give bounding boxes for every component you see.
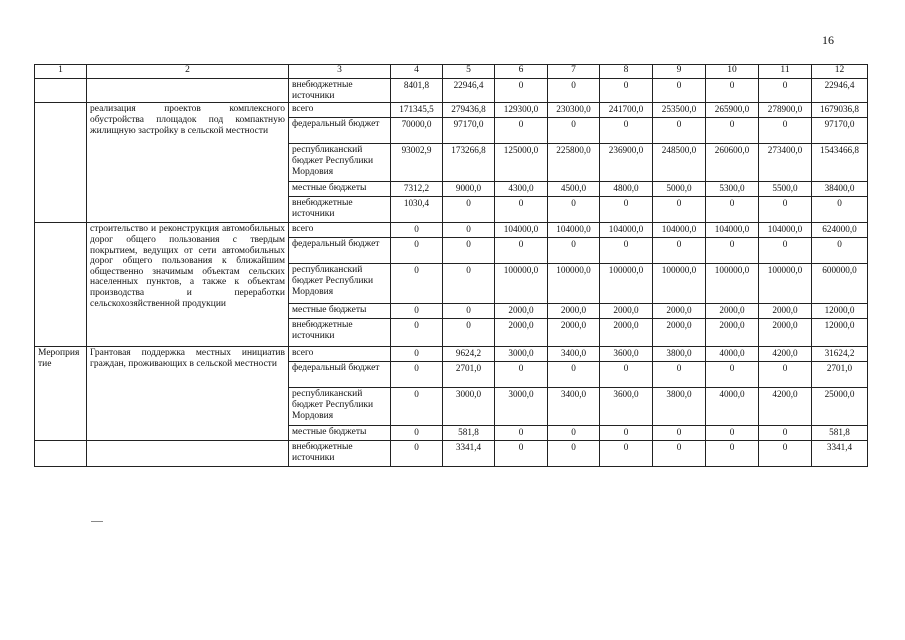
value-cell: 0 [706, 426, 759, 441]
value-cell: 0 [706, 362, 759, 388]
row-type-cell [35, 103, 87, 223]
funding-source: федеральный бюджет [289, 238, 391, 264]
value-cell: 230300,0 [548, 103, 600, 118]
value-cell: 0 [759, 197, 812, 223]
value-cell: 624000,0 [812, 223, 868, 238]
page-number: 16 [822, 33, 834, 47]
value-cell: 0 [391, 441, 443, 467]
value-cell: 97170,0 [812, 118, 868, 144]
value-cell: 0 [443, 197, 495, 223]
value-cell: 0 [653, 426, 706, 441]
header-cell: 10 [706, 65, 759, 79]
value-cell: 0 [391, 347, 443, 362]
value-cell: 4200,0 [759, 388, 812, 426]
value-cell: 0 [759, 118, 812, 144]
value-cell: 0 [391, 426, 443, 441]
table-row [35, 441, 868, 467]
value-cell: 0 [653, 441, 706, 467]
value-cell: 581,8 [443, 426, 495, 441]
value-cell: 2000,0 [653, 319, 706, 347]
value-cell: 0 [495, 426, 548, 441]
value-cell: 0 [391, 362, 443, 388]
column-number-row [35, 65, 868, 79]
funding-source: федеральный бюджет [289, 362, 391, 388]
value-cell: 265900,0 [706, 103, 759, 118]
funding-source: республиканский бюджет Республики Мордовия [289, 144, 391, 182]
value-cell: 25000,0 [812, 388, 868, 426]
value-cell: 1030,4 [391, 197, 443, 223]
value-cell: 0 [391, 223, 443, 238]
value-cell: 3800,0 [653, 347, 706, 362]
value-cell: 0 [653, 118, 706, 144]
funding-source: республиканский бюджет Республики Мордовия [289, 264, 391, 304]
value-cell: 273400,0 [759, 144, 812, 182]
value-cell: 2000,0 [759, 319, 812, 347]
value-cell: 1543466,8 [812, 144, 868, 182]
value-cell: 0 [495, 238, 548, 264]
value-cell: 2000,0 [706, 319, 759, 347]
header-cell: 8 [600, 65, 653, 79]
value-cell: 104000,0 [600, 223, 653, 238]
value-cell: 0 [443, 304, 495, 319]
value-cell: 3341,4 [812, 441, 868, 467]
table-row [35, 347, 868, 362]
value-cell: 0 [443, 223, 495, 238]
value-cell: 3600,0 [600, 347, 653, 362]
header-cell: 6 [495, 65, 548, 79]
value-cell: 2000,0 [548, 319, 600, 347]
value-cell: 3000,0 [443, 388, 495, 426]
header-cell: 1 [35, 65, 87, 79]
header-cell: 2 [87, 65, 289, 79]
value-cell: 100000,0 [600, 264, 653, 304]
row-type-cell [35, 79, 87, 103]
measure-description: Грантовая поддержка местных инициатив граждан, проживающих в сельской местности [87, 347, 289, 441]
value-cell: 12000,0 [812, 304, 868, 319]
funding-source: местные бюджеты [289, 304, 391, 319]
value-cell: 0 [391, 319, 443, 347]
value-cell: 0 [600, 426, 653, 441]
value-cell: 5000,0 [653, 182, 706, 197]
value-cell: 22946,4 [812, 79, 868, 103]
value-cell: 0 [706, 197, 759, 223]
value-cell: 0 [495, 362, 548, 388]
value-cell: 70000,0 [391, 118, 443, 144]
value-cell: 0 [706, 118, 759, 144]
header-cell: 12 [812, 65, 868, 79]
value-cell: 104000,0 [706, 223, 759, 238]
value-cell: 0 [548, 362, 600, 388]
value-cell: 0 [548, 118, 600, 144]
value-cell: 0 [653, 79, 706, 103]
value-cell: 0 [759, 426, 812, 441]
value-cell: 225800,0 [548, 144, 600, 182]
value-cell: 0 [495, 118, 548, 144]
value-cell: 0 [391, 388, 443, 426]
value-cell: 173266,8 [443, 144, 495, 182]
value-cell: 100000,0 [548, 264, 600, 304]
measure-description [87, 79, 289, 103]
value-cell: 3400,0 [548, 388, 600, 426]
value-cell: 2701,0 [812, 362, 868, 388]
value-cell: 3000,0 [495, 388, 548, 426]
value-cell: 2000,0 [653, 304, 706, 319]
header-cell: 9 [653, 65, 706, 79]
header-cell: 3 [289, 65, 391, 79]
value-cell: 3000,0 [495, 347, 548, 362]
header-cell: 4 [391, 65, 443, 79]
value-cell: 0 [706, 79, 759, 103]
value-cell: 600000,0 [812, 264, 868, 304]
value-cell: 129300,0 [495, 103, 548, 118]
value-cell: 0 [653, 238, 706, 264]
value-cell: 2000,0 [600, 319, 653, 347]
value-cell: 0 [600, 441, 653, 467]
value-cell: 0 [600, 79, 653, 103]
funding-source: местные бюджеты [289, 426, 391, 441]
value-cell: 100000,0 [706, 264, 759, 304]
funding-source: внебюджетные источники [289, 319, 391, 347]
value-cell: 253500,0 [653, 103, 706, 118]
value-cell: 3800,0 [653, 388, 706, 426]
value-cell: 12000,0 [812, 319, 868, 347]
value-cell: 0 [759, 362, 812, 388]
value-cell: 97170,0 [443, 118, 495, 144]
value-cell: 2000,0 [706, 304, 759, 319]
value-cell: 2000,0 [548, 304, 600, 319]
funding-source: внебюджетные источники [289, 441, 391, 467]
value-cell: 4000,0 [706, 347, 759, 362]
value-cell: 4800,0 [600, 182, 653, 197]
value-cell: 5500,0 [759, 182, 812, 197]
value-cell: 581,8 [812, 426, 868, 441]
budget-table [34, 64, 868, 467]
value-cell: 0 [548, 197, 600, 223]
value-cell: 248500,0 [653, 144, 706, 182]
value-cell: 3400,0 [548, 347, 600, 362]
value-cell: 0 [600, 362, 653, 388]
value-cell: 0 [495, 441, 548, 467]
value-cell: 0 [759, 79, 812, 103]
table-row [35, 103, 868, 118]
value-cell: 0 [391, 238, 443, 264]
value-cell: 2701,0 [443, 362, 495, 388]
value-cell: 0 [812, 238, 868, 264]
value-cell: 104000,0 [759, 223, 812, 238]
value-cell: 0 [443, 319, 495, 347]
value-cell: 0 [548, 441, 600, 467]
funding-source: местные бюджеты [289, 182, 391, 197]
value-cell: 241700,0 [600, 103, 653, 118]
value-cell: 0 [759, 238, 812, 264]
value-cell: 4000,0 [706, 388, 759, 426]
row-type-cell: Мероприятие [35, 347, 87, 441]
value-cell: 0 [443, 238, 495, 264]
value-cell: 22946,4 [443, 79, 495, 103]
value-cell: 0 [391, 304, 443, 319]
value-cell: 104000,0 [495, 223, 548, 238]
header-cell: 7 [548, 65, 600, 79]
value-cell: 260600,0 [706, 144, 759, 182]
value-cell: 0 [706, 238, 759, 264]
value-cell: 100000,0 [653, 264, 706, 304]
value-cell: 8401,8 [391, 79, 443, 103]
value-cell: 4300,0 [495, 182, 548, 197]
value-cell: 3600,0 [600, 388, 653, 426]
value-cell: 0 [495, 197, 548, 223]
value-cell: 2000,0 [759, 304, 812, 319]
value-cell: 31624,2 [812, 347, 868, 362]
value-cell: 9624,2 [443, 347, 495, 362]
value-cell: 104000,0 [548, 223, 600, 238]
value-cell: 2000,0 [600, 304, 653, 319]
value-cell: 93002,9 [391, 144, 443, 182]
value-cell: 0 [548, 426, 600, 441]
funding-source: всего [289, 347, 391, 362]
funding-source: всего [289, 223, 391, 238]
row-type-cell [35, 441, 87, 467]
value-cell: 0 [391, 264, 443, 304]
value-cell: 2000,0 [495, 304, 548, 319]
row-type-cell [35, 223, 87, 347]
value-cell: 0 [653, 362, 706, 388]
measure-description [87, 441, 289, 467]
value-cell: 4500,0 [548, 182, 600, 197]
table-row [35, 79, 868, 103]
value-cell: 0 [812, 197, 868, 223]
measure-description: строительство и реконструкция автомобильных дорог общего пользования с твердым покрытием, ведущих от сети автомобильных дорог общего пользования к ближайшим общественно значимым объектам сельских населенных пунктов, а также к объектам производства и переработки сельскохозяйственной продукции [87, 223, 289, 347]
value-cell: 7312,2 [391, 182, 443, 197]
value-cell: 0 [495, 79, 548, 103]
value-cell: 0 [759, 441, 812, 467]
value-cell: 0 [653, 197, 706, 223]
funding-source: республиканский бюджет Республики Мордовия [289, 388, 391, 426]
funding-source: внебюджетные источники [289, 79, 391, 103]
value-cell: 0 [600, 118, 653, 144]
value-cell: 125000,0 [495, 144, 548, 182]
value-cell: 100000,0 [759, 264, 812, 304]
table-row [35, 223, 868, 238]
value-cell: 279436,8 [443, 103, 495, 118]
value-cell: 104000,0 [653, 223, 706, 238]
value-cell: 236900,0 [600, 144, 653, 182]
value-cell: 1679036,8 [812, 103, 868, 118]
funding-source: всего [289, 103, 391, 118]
value-cell: 0 [443, 264, 495, 304]
value-cell: 278900,0 [759, 103, 812, 118]
header-cell: 11 [759, 65, 812, 79]
header-cell: 5 [443, 65, 495, 79]
funding-source: внебюджетные источники [289, 197, 391, 223]
funding-source: федеральный бюджет [289, 118, 391, 144]
value-cell: 0 [600, 238, 653, 264]
measure-description: реализация проектов комплексного обустройства площадок под компактную жилищную застройку в сельской местности [87, 103, 289, 223]
value-cell: 0 [600, 197, 653, 223]
value-cell: 5300,0 [706, 182, 759, 197]
scan-mark [91, 521, 103, 522]
value-cell: 3341,4 [443, 441, 495, 467]
value-cell: 9000,0 [443, 182, 495, 197]
value-cell: 171345,5 [391, 103, 443, 118]
value-cell: 2000,0 [495, 319, 548, 347]
value-cell: 100000,0 [495, 264, 548, 304]
value-cell: 0 [706, 441, 759, 467]
value-cell: 0 [548, 238, 600, 264]
value-cell: 38400,0 [812, 182, 868, 197]
value-cell: 4200,0 [759, 347, 812, 362]
value-cell: 0 [548, 79, 600, 103]
